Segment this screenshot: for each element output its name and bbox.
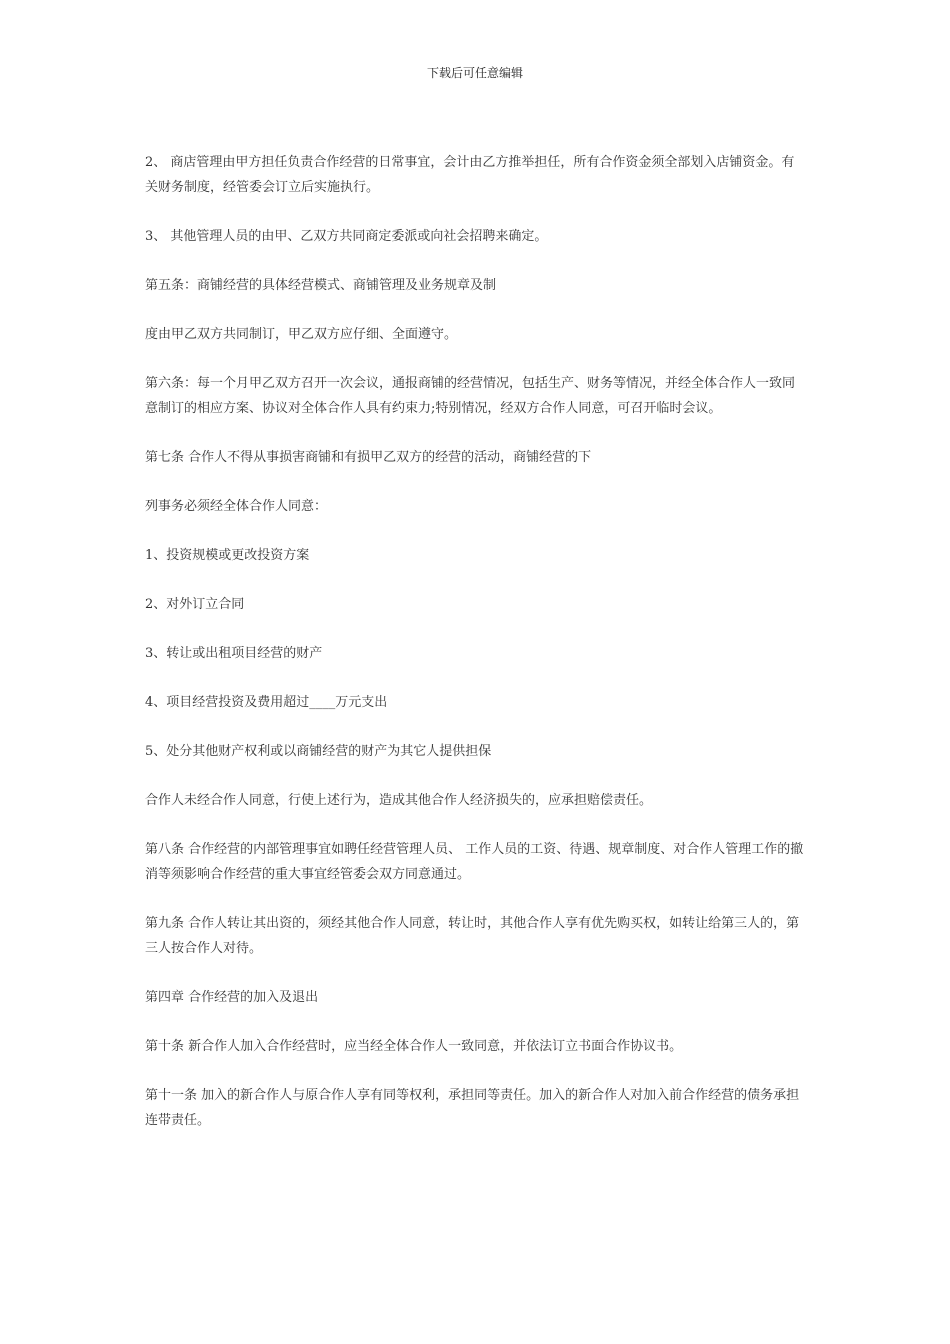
paragraph-article10: 第十条 新合作人加入合作经营时，应当经全体合作人一致同意，并依法订立书面合作协议书。 [145, 1039, 683, 1054]
paragraph-liability: 合作人未经合作人同意，行使上述行为，造成其他合作人经济损失的，应承担赔偿责任。 [145, 793, 653, 808]
list-item-3: 3、转让或出租项目经营的财产 [145, 646, 323, 661]
paragraph-article7-part1: 第七条 合作人不得从事损害商铺和有损甲乙双方的经营的活动，商铺经营的下 [145, 450, 592, 465]
document-body [145, 150, 807, 1157]
paragraph-article7-part2: 列事务必须经全体合作人同意： [145, 499, 328, 514]
paragraph-article6: 第六条：每一个月甲乙双方召开一次会议，通报商铺的经营情况，包括生产、财务等情况，并经全体合作人一致同意制订的相应方案、协议对全体合作人具有约束力;特别情况，经双方合作人同意，可召开临时会议。 [145, 376, 796, 416]
paragraph-article4-item2: 2、 商店管理由甲方担任负责合作经营的日常事宜，会计由乙方推举担任，所有合作资金须全部划入店铺资金。有关财务制度，经管委会订立后实施执行。 [145, 155, 795, 195]
list-item-5: 5、处分其他财产权利或以商铺经营的财产为其它人提供担保 [145, 744, 492, 759]
paragraph-article5-part1: 第五条：商铺经营的具体经营模式、商铺管理及业务规章及制 [145, 278, 497, 293]
paragraph-article9: 第九条 合作人转让其出资的，须经其他合作人同意，转让时，其他合作人享有优先购买权，如转让给第三人的，第三人按合作人对待。 [145, 916, 800, 956]
list-item-2: 2、对外订立合同 [145, 597, 245, 612]
list-item-4: 4、项目经营投资及费用超过____万元支出 [145, 695, 388, 710]
chapter-heading-4: 第四章 合作经营的加入及退出 [145, 990, 319, 1005]
paragraph-article11: 第十一条 加入的新合作人与原合作人享有同等权利，承担同等责任。加入的新合作人对加入前合作经营的债务承担连带责任。 [145, 1088, 800, 1128]
paragraph-article4-item3: 3、 其他管理人员的由甲、乙双方共同商定委派或向社会招聘来确定。 [145, 229, 548, 244]
paragraph-article8: 第八条 合作经营的内部管理事宜如聘任经营管理人员、 工作人员的工资、待遇、规章制度、对合作人管理工作的撤消等须影响合作经营的重大事宜经管委会双方同意通过。 [145, 842, 804, 882]
list-item-1: 1、投资规模或更改投资方案 [145, 548, 310, 563]
page-header: 下载后可任意编辑 [426, 66, 523, 80]
paragraph-article5-part2: 度由甲乙双方共同制订，甲乙双方应仔细、全面遵守。 [145, 327, 458, 342]
